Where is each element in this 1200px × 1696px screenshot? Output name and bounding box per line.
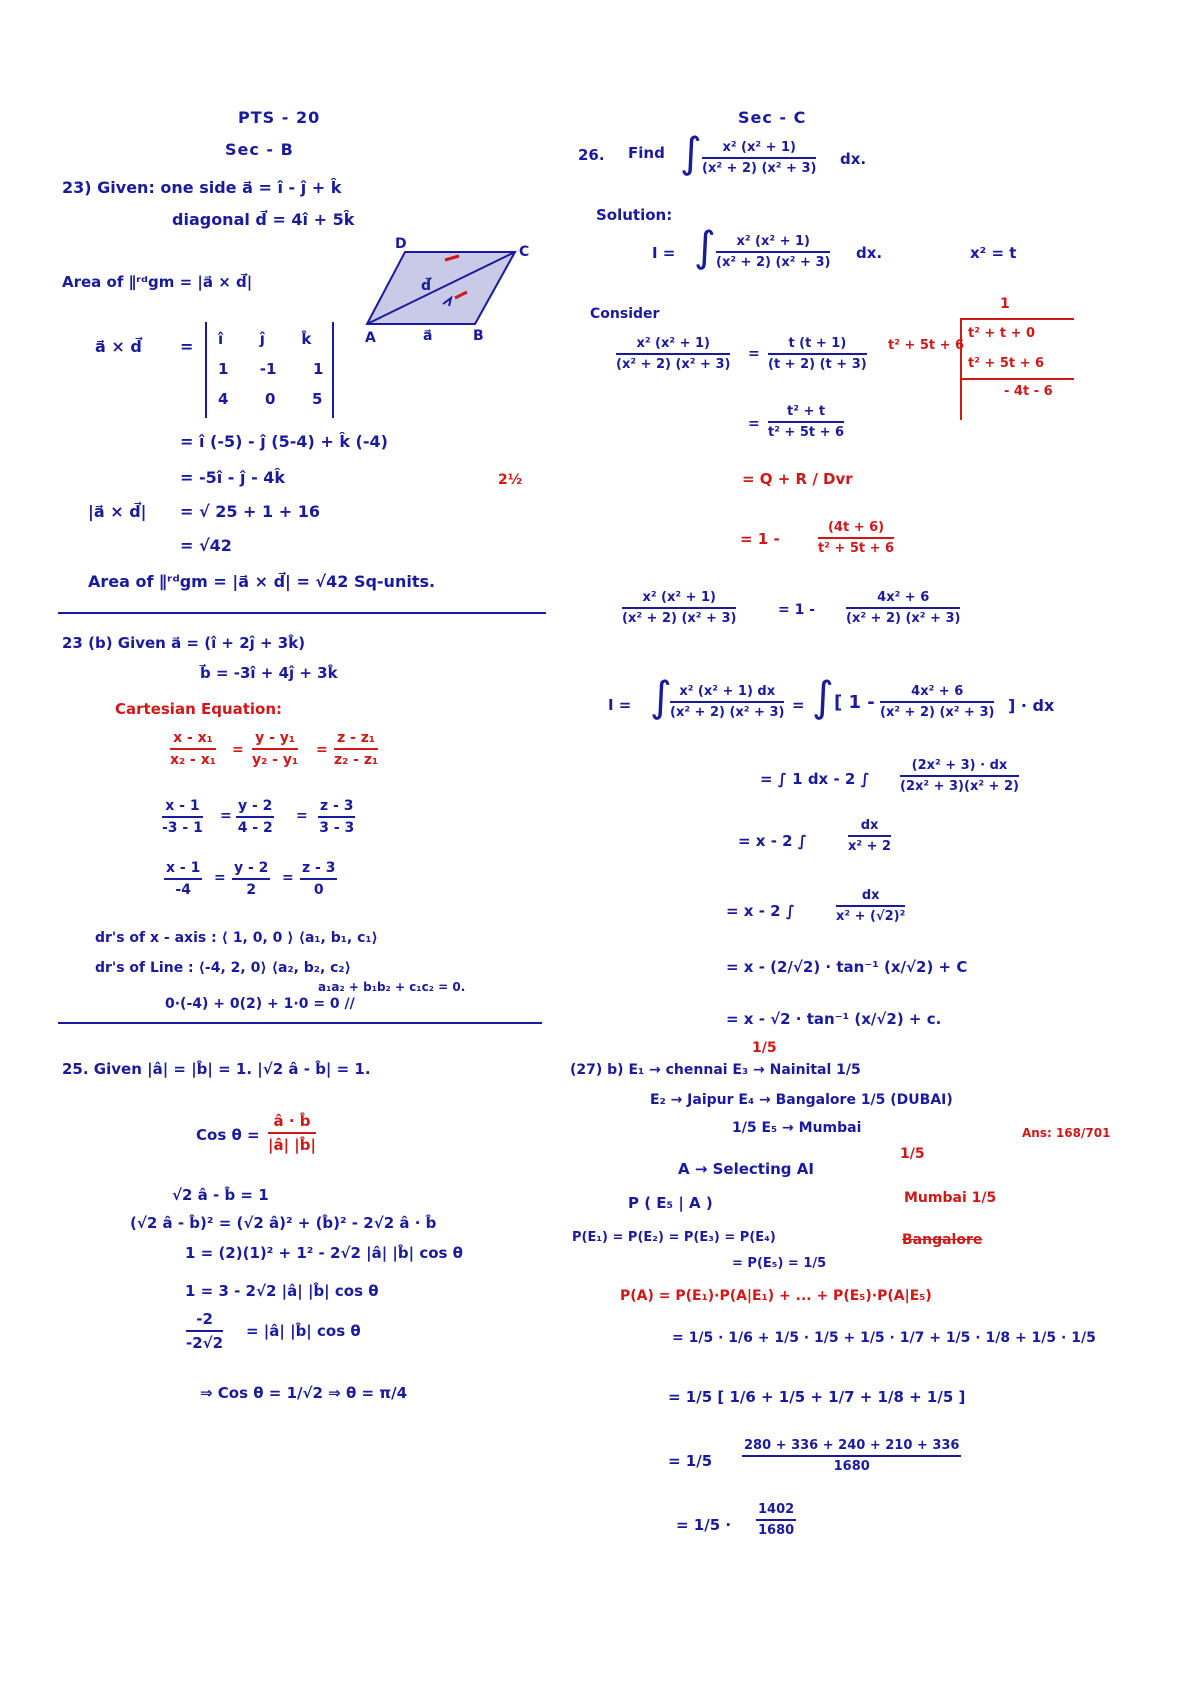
perpendicular-check: 0·(-4) + 0(2) + 1·0 = 0 // <box>165 996 355 1012</box>
cross-product-eq: = <box>180 337 194 356</box>
division-divisor: t² + 5t + 6 <box>888 338 965 353</box>
q23-area-formula: Area of ∥ʳᵈgm = |a⃗ × d⃗| <box>62 273 253 291</box>
simplify-step: = x - 2 ∫ <box>738 832 807 850</box>
cos-lhs: Cos θ = <box>196 1126 260 1144</box>
side-label: a⃗ <box>423 328 433 344</box>
I-rewrite-eq: = <box>792 696 805 714</box>
equal-priors-value: = P(E₅) = 1/5 <box>732 1256 827 1271</box>
consider-expanded: $\frac{\text{t² + t}}{\text{t² + 5t + 6}}$ <box>768 404 845 440</box>
q26-find: Find <box>628 144 665 162</box>
division-subtract: t² + 5t + 6 <box>968 356 1045 371</box>
vertex-d-label: D <box>395 236 407 252</box>
q23-diagonal: diagonal d⃗ = 4î + 5k̂ <box>172 210 355 229</box>
q27-red-fraction-bottom: 1/5 <box>900 1146 925 1162</box>
final-fraction: $\frac{1402}{1680}$ <box>758 1502 795 1538</box>
lcd-fraction: $\frac{280 + 336 + 240 + 210 + 336}{1680}$ <box>744 1438 960 1474</box>
q23-final-area: Area of ∥ʳᵈgm = |a⃗ × d⃗| = √42 Sq-units. <box>88 572 436 591</box>
determinant-row-2: 1 -1 1 <box>218 360 324 378</box>
solution-label: Solution: <box>596 206 673 224</box>
line-frac-x: $\frac{x - 1}{-4}$ <box>166 860 201 898</box>
q25-step-3: 1 = (2)(1)² + 1² - 2√2 |â| |b̂| cos θ <box>185 1244 463 1262</box>
q25-given: 25. Given |â| = |b̂| = 1. |√2 â - b̂| = 1. <box>62 1060 371 1078</box>
q25-step-5: = |â| |b̂| cos θ <box>246 1322 361 1340</box>
x-axis-dr: dr's of x - axis : ⟨ 1, 0, 0 ⟩ ⟨a₁, b₁, c₁⟩ <box>95 930 378 946</box>
q23b-given-a: 23 (b) Given a⃗ = (î + 2ĵ + 3k̂) <box>62 634 306 652</box>
q25-fraction: $\frac{-2}{-2√2}$ <box>186 1310 224 1352</box>
q26-integrand: $\frac{\text{x² (x² + 1)}}{\text{(x² + 2) (x² + 3)}}$ <box>702 140 817 176</box>
I-rewrite-lhs: I = <box>608 696 632 714</box>
cartesian-frac-x: $\frac{\text{x - x₁}}{\text{x₂ - x₁}}$ <box>170 730 216 768</box>
determinant-row-1: î ĵ k̂ <box>218 330 312 348</box>
determinant-row-3: 4 0 5 <box>218 390 323 408</box>
q25-result: ⇒ Cos θ = 1/√2 ⇒ θ = π/4 <box>200 1384 408 1402</box>
split-fraction: $\frac{\text{(2x² + 3) · dx}}{\text{(2x² + 3)(x² + 2)}}$ <box>900 758 1019 794</box>
divider-2 <box>58 1022 542 1024</box>
cartesian-heading: Cartesian Equation: <box>115 700 283 718</box>
cartesian-frac-y: $\frac{\text{y - y₁}}{\text{y₂ - y₁}}$ <box>252 730 299 768</box>
substitution: x² = t <box>970 244 1017 262</box>
factored-sum: = 1/5 [ 1/6 + 1/5 + 1/7 + 1/8 + 1/5 ] <box>668 1388 966 1406</box>
I-rewrite-integrand: $\frac{\text{x² (x² + 1) dx}}{\text{(x² + 2) (x² + 3)}}$ <box>670 684 785 720</box>
expansion-step: = î (-5) - ĵ (5-4) + k̂ (-4) <box>180 432 388 451</box>
consider-label: Consider <box>590 306 660 322</box>
q27-events-line-2: E₂ → Jaipur E₄ → Bangalore 1/5 (DUBAI) <box>650 1092 953 1108</box>
q23b-given-b: b⃗ = -3î + 4ĵ + 3k̂ <box>200 664 338 682</box>
division-remainder: - 4t - 6 <box>1004 384 1053 399</box>
x-form-rhs: $\frac{\text{4x² + 6}}{\text{(x² + 2) (x² + 3)}}$ <box>846 590 961 626</box>
remainder-fraction: $\frac{(4t + 6)}{\text{t² + 5t + 6}}$ <box>818 520 895 556</box>
magnitude-value: = √42 <box>180 536 232 555</box>
consider-lhs: $\frac{\text{x² (x² + 1)}}{\text{(x² + 2) (x² + 3)}}$ <box>616 336 731 372</box>
section-c-heading: Sec - C <box>738 108 807 127</box>
q25-step-2: (√2 â - b̂)² = (√2 â)² + (b̂)² - 2√2 â · b̂ <box>130 1214 437 1232</box>
sub-frac-x: $\frac{x - 1}{-3 - 1}$ <box>162 798 203 836</box>
vertex-a-label: A <box>365 330 376 346</box>
quotient-remainder: = Q + R / Dvr <box>742 470 853 488</box>
I-rewrite-bracket-close: ] · dx <box>1008 696 1055 715</box>
total-probability: P(A) = P(E₁)·P(A|E₁) + ... + P(E₅)·P(A|E₅) <box>620 1288 932 1304</box>
I-dx: dx. <box>856 244 883 262</box>
q27-answer-note: Ans: 168/701 <box>1022 1126 1111 1140</box>
magnitude-lhs: |a⃗ × d⃗| <box>88 502 147 521</box>
remainder-prefix: = 1 - <box>740 530 780 548</box>
standard-form-step: = x - 2 ∫ <box>726 902 795 920</box>
cross-product-lhs: a⃗ × d⃗ <box>95 337 142 356</box>
simplify-fraction: $\frac{dx}{\text{x² + 2}}$ <box>848 818 892 854</box>
cartesian-frac-z: $\frac{\text{z - z₁}}{\text{z₂ - z₁}}$ <box>334 730 379 768</box>
I-integrand: $\frac{\text{x² (x² + 1)}}{\text{(x² + 2) (x² + 3)}}$ <box>716 234 831 270</box>
red-side-note: Mumbai 1/5 <box>904 1190 997 1206</box>
I-definition: I = <box>652 244 676 262</box>
perpendicular-condition: a₁a₂ + b₁b₂ + c₁c₂ = 0. <box>318 980 466 994</box>
lcd-prefix: = 1/5 <box>668 1452 713 1470</box>
q27-red-fraction-top: 1/5 <box>752 1040 777 1056</box>
line-dr: dr's of Line : ⟨-4, 2, 0⟩ ⟨a₂, b₂, c₂⟩ <box>95 960 351 976</box>
vertex-c-label: C <box>519 244 530 260</box>
cross-product-result: = -5î - ĵ - 4k̂ <box>180 468 286 487</box>
equal-priors: P(E₁) = P(E₂) = P(E₃) = P(E₄) <box>572 1230 776 1245</box>
cos-fraction: $\frac{â \cdot b̂}{|â| |b̂|}$ <box>268 1112 316 1154</box>
q26-label: 26. <box>578 146 605 164</box>
parallelogram-figure <box>365 232 545 347</box>
integral-sign-1: ∫ <box>680 128 702 177</box>
q27-events-line-1: (27) b) E₁ → chennai E₃ → Nainital 1/5 <box>570 1062 861 1078</box>
red-struck-note: Bangalore <box>902 1232 983 1248</box>
q26-final: = x - √2 · tan⁻¹ (x/√2) + c. <box>726 1010 942 1028</box>
division-quotient: 1 <box>1000 296 1010 312</box>
event-A-definition: A → Selecting AI <box>678 1160 814 1178</box>
magnitude-rhs: = √ 25 + 1 + 16 <box>180 502 320 521</box>
vertex-b-label: B <box>473 328 484 344</box>
diagonal-label: d⃗ <box>421 278 432 294</box>
total-probability-terms: = 1/5 · 1/6 + 1/5 · 1/5 + 1/5 · 1/7 + 1/5 · 1/8 + 1/5 · 1/5 <box>672 1330 1096 1346</box>
sub-frac-z: $\frac{z - 3}{3 - 3}$ <box>319 798 355 836</box>
q26-dx: dx. <box>840 150 867 168</box>
consider-t-form: $\frac{t (t + 1)}{(t + 2) (t + 3)}$ <box>768 336 867 372</box>
I-rewrite-rhs-frac: $\frac{\text{4x² + 6}}{\text{(x² + 2) (x² + 3)}}$ <box>880 684 995 720</box>
split-step: = ∫ 1 dx - 2 ∫ <box>760 770 870 788</box>
x-form-lhs: $\frac{\text{x² (x² + 1)}}{\text{(x² + 2) (x² + 3)}}$ <box>622 590 737 626</box>
I-rewrite-bracket-open: [ 1 - <box>834 692 875 713</box>
red-margin-mark: 2½ <box>498 472 523 488</box>
standard-form-fraction: $\frac{dx}{\text{x² + (√2)²}}$ <box>836 888 906 924</box>
q27-events-line-3: 1/5 E₅ → Mumbai <box>732 1120 862 1136</box>
final-prefix: = 1/5 · <box>676 1516 732 1534</box>
sub-frac-y: $\frac{y - 2}{4 - 2}$ <box>237 798 273 836</box>
section-b-heading: Sec - B <box>225 140 294 159</box>
divider-1 <box>58 612 546 614</box>
q23-given-side: 23) Given: one side a⃗ = î - ĵ + k̂ <box>62 178 342 197</box>
posterior-target: P ( E₅ | A ) <box>628 1194 713 1212</box>
arctan-step: = x - (2/√2) · tan⁻¹ (x/√2) + C <box>726 958 968 976</box>
q25-step-4: 1 = 3 - 2√2 |â| |b̂| cos θ <box>185 1282 379 1300</box>
q25-step-1: √2 â - b̂ = 1 <box>172 1186 269 1204</box>
page-code: PTS - 20 <box>238 108 321 127</box>
line-frac-y: $\frac{y - 2}{2}$ <box>234 860 269 898</box>
x-form-prefix: = 1 - <box>778 602 816 618</box>
division-dividend: t² + t + 0 <box>968 326 1036 341</box>
line-frac-z: $\frac{z - 3}{0}$ <box>302 860 336 898</box>
